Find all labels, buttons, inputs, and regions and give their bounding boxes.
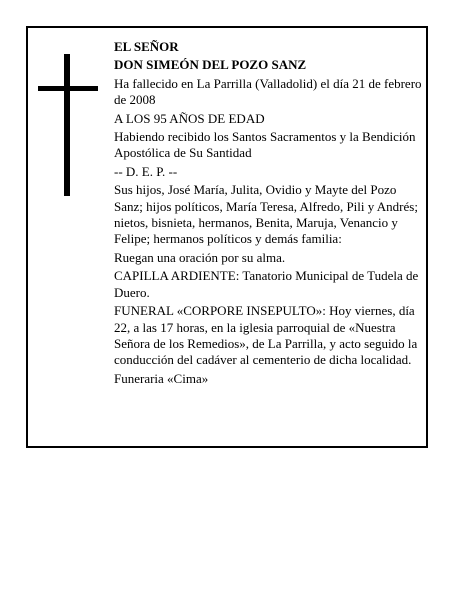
prayer-request: Ruegan una oración por su alma. xyxy=(114,249,286,265)
sacraments-statement: Habiendo recibido los Santos Sacramentos y la Bendición Apostólica de Su Santidad xyxy=(114,129,416,161)
obituary-text xyxy=(114,39,422,389)
funeral-info: FUNERAL «CORPORE INSEPULTO»: Hoy viernes, día 22, a las 17 horas, en la iglesia parroquial de «Nuestra Señora de los Remedios», de La Parrilla, y acto seguido la conducción del cadáver al cementerio de dicha localidad. xyxy=(114,303,418,368)
notice-title: EL SEÑOR xyxy=(114,39,179,54)
chapel-info: CAPILLA ARDIENTE: Tanatorio Municipal de Tudela de Duero. xyxy=(114,268,419,300)
family-statement: Sus hijos, José María, Julita, Ovidio y Mayte del Pozo Sanz; hijos políticos, María Teresa, Alfredo, Pili y Andrés; nietos, bisnieta, hermanos, Benita, Maruja, Venancio y Felipe; hermanos políticos y demás familia: xyxy=(114,182,418,247)
funeral-home: Funeraria «Cima» xyxy=(114,370,209,386)
death-statement: Ha fallecido en La Parrilla (Valladolid) el día 21 de febrero de 2008 xyxy=(114,75,422,108)
rip-line: -- D. E. P. -- xyxy=(114,163,178,179)
cross-vertical-bar xyxy=(64,54,70,196)
deceased-name: DON SIMEÓN DEL POZO SANZ xyxy=(114,57,307,73)
age-statement: A LOS 95 AÑOS DE EDAD xyxy=(114,110,265,126)
latin-cross-icon xyxy=(36,54,100,196)
cross-horizontal-bar xyxy=(38,86,98,91)
